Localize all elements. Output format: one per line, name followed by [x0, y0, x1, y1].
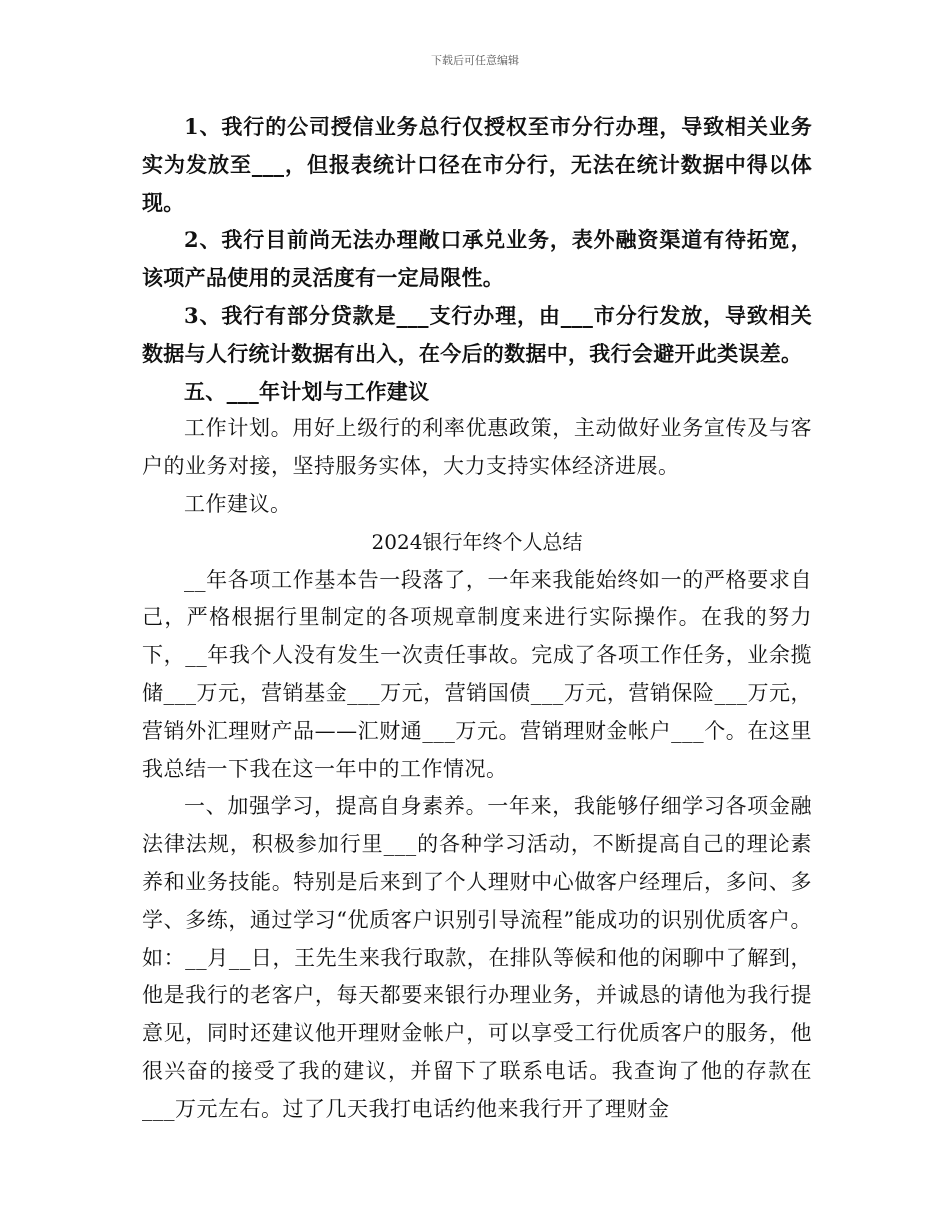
- paragraph-issue-2: 2、我行目前尚无法办理敞口承兑业务，表外融资渠道有待拓宽，该项产品使用的灵活度有一定局限性。: [142, 227, 812, 291]
- paragraph-section-1: 一、加强学习，提高自身素养。一年来，我能够仔细学习各项金融法律法规，积极参加行里___的各种学习活动，不断提高自己的理论素养和业务技能。特别是后来到了个人理财中心做客户经理后，多问、多学、多练，通过学习“优质客户识别引导流程”能成功的识别优质客户。如：__月__日，王先生来我行取款，在排队等候和他的闲聊中了解到，他是我行的老客户，每天都要来银行办理业务，并诚恳的请他为我行提意见，同时还建议他开理财金帐户，可以享受工行优质客户的服务，他很兴奋的接受了我的建议，并留下了联系电话。我查询了他的存款在___万元左右。过了几天我打电话约他来我行开了理财金: [142, 794, 812, 1121]
- paragraph-intro: __年各项工作基本告一段落了，一年来我能始终如一的严格要求自己，严格根据行里制定的各项规章制度来进行实际操作。在我的努力下，__年我个人没有发生一次责任事故。完成了各项工作任务，业余揽储___万元，营销基金___万元，营销国债___万元，营销保险___万元，营销外汇理财产品——汇财通___万元。营销理财金帐户___个。在这里我总结一下我在这一年中的工作情况。: [142, 567, 812, 781]
- paragraph-issue-3: 3、我行有部分贷款是___支行办理，由___市分行发放，导致相关数据与人行统计数据有出入，在今后的数据中，我行会避开此类误差。: [142, 302, 812, 366]
- paragraph-work-suggestion: 工作建议。: [184, 491, 292, 516]
- paragraph-issue-1: 1、我行的公司授信业务总行仅授权至市分行办理，导致相关业务实为发放至___，但报表统计口径在市分行，无法在统计数据中得以体现。: [142, 114, 812, 215]
- document-title: 2024银行年终个人总结: [371, 529, 583, 554]
- document-body: [142, 108, 812, 1129]
- section-heading-plan: 五、___年计划与工作建议: [184, 378, 430, 404]
- page-header-note: 下载后可任意编辑: [431, 54, 519, 67]
- paragraph-work-plan: 工作计划。用好上级行的利率优惠政策，主动做好业务宣传及与客户的业务对接，坚持服务实体，大力支持实体经济进展。: [142, 416, 812, 479]
